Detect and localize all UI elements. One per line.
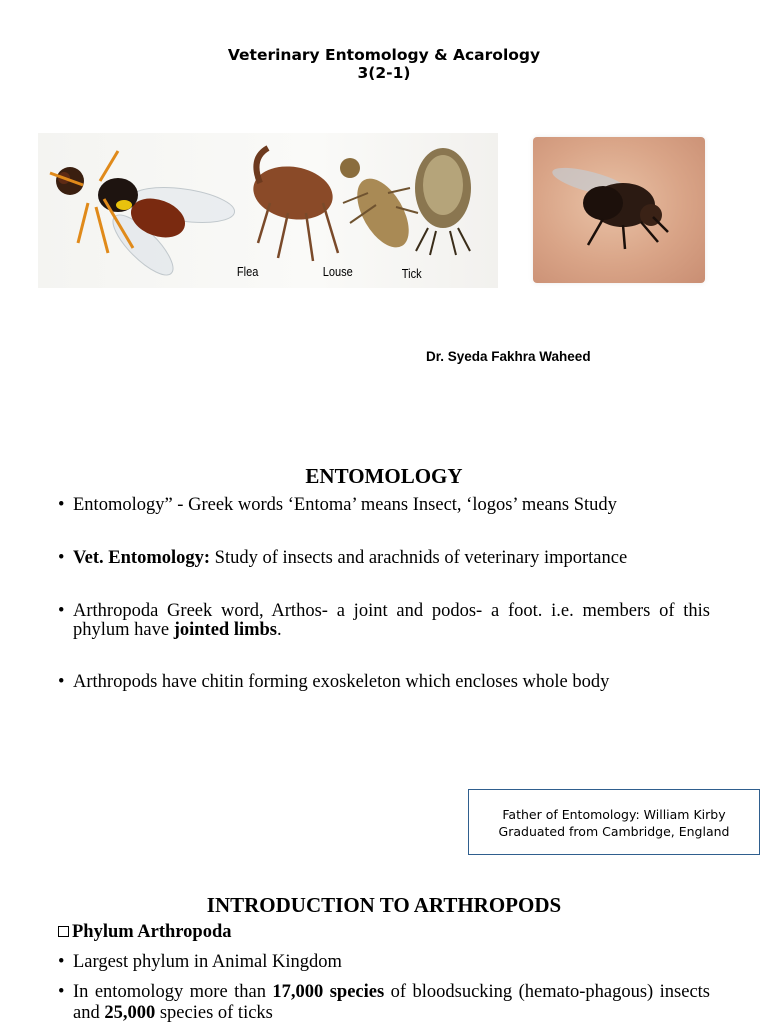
bullet-icon: •	[58, 548, 65, 568]
author-name: Dr. Syeda Fakhra Waheed	[426, 349, 591, 364]
title-line-2: 3(2-1)	[357, 64, 411, 82]
bullet-icon: •	[58, 672, 65, 692]
bloodsucking-text-1: In entomology more than	[73, 982, 273, 1002]
entomology-bullet-3	[58, 602, 710, 640]
bullet-icon: •	[58, 952, 65, 972]
phylum-label: Phylum Arthropoda	[72, 922, 232, 942]
sentence-end: .	[277, 620, 282, 640]
document-title	[0, 46, 768, 82]
bloodsucking-text-3: species of ticks	[155, 1003, 273, 1023]
arthropods-illustration	[38, 133, 498, 288]
vet-entomology-term: Vet. Entomology:	[73, 548, 211, 568]
square-bullet-icon	[58, 926, 69, 937]
kirby-line-1: Father of Entomology: William Kirby	[502, 807, 726, 822]
arthropods-image	[38, 133, 498, 288]
bullet-icon: •	[58, 601, 65, 621]
arthropoda-definition: Arthropoda Greek word, Arthos- a joint and podos- a foot. i.e. members of this phylum have	[73, 601, 710, 640]
arthropods-heading: INTRODUCTION TO ARTHROPODS	[206, 893, 562, 917]
flea-label: Flea	[236, 264, 259, 280]
bullet-icon: •	[58, 495, 65, 515]
species-count-17000: 17,000 species	[272, 982, 385, 1002]
arthropods-bullet-2	[58, 982, 710, 1024]
entomology-bullet-4: • Arthropods have chitin forming exoskeleton which encloses whole body	[58, 672, 610, 692]
species-count-25000: 25,000	[104, 1003, 156, 1023]
fly-illustration	[50, 151, 237, 283]
louse-illustration	[340, 158, 419, 256]
bloodsucking-text-2: of bloodsucking (hemato-phagous) insects and	[73, 982, 711, 1023]
arthropods-bullet-1: • Largest phylum in Animal Kingdom	[58, 952, 342, 972]
entomology-heading: ENTOMOLOGY	[305, 464, 463, 488]
fly-photo-illustration	[533, 137, 705, 283]
entomology-bullet-1: • Entomology” - Greek words ‘Entoma’ means Insect, ‘logos’ means Study	[58, 495, 617, 515]
tick-label: Tick	[401, 266, 422, 282]
tick-illustration	[415, 148, 471, 255]
vet-entomology-definition: Study of insects and arachnids of veterinary importance	[210, 548, 628, 568]
jointed-limbs-term: jointed limbs	[173, 620, 278, 640]
fly-photo	[533, 137, 705, 283]
entomology-bullet-2	[58, 549, 710, 568]
flea-illustration	[249, 148, 338, 261]
phylum-label-row	[58, 922, 232, 943]
father-of-entomology-box	[468, 789, 760, 855]
kirby-line-2: Graduated from Cambridge, England	[498, 824, 730, 839]
bullet-icon: •	[58, 982, 65, 1002]
title-line-1: Veterinary Entomology & Acarology	[227, 46, 541, 64]
louse-label: Louse	[322, 264, 353, 280]
